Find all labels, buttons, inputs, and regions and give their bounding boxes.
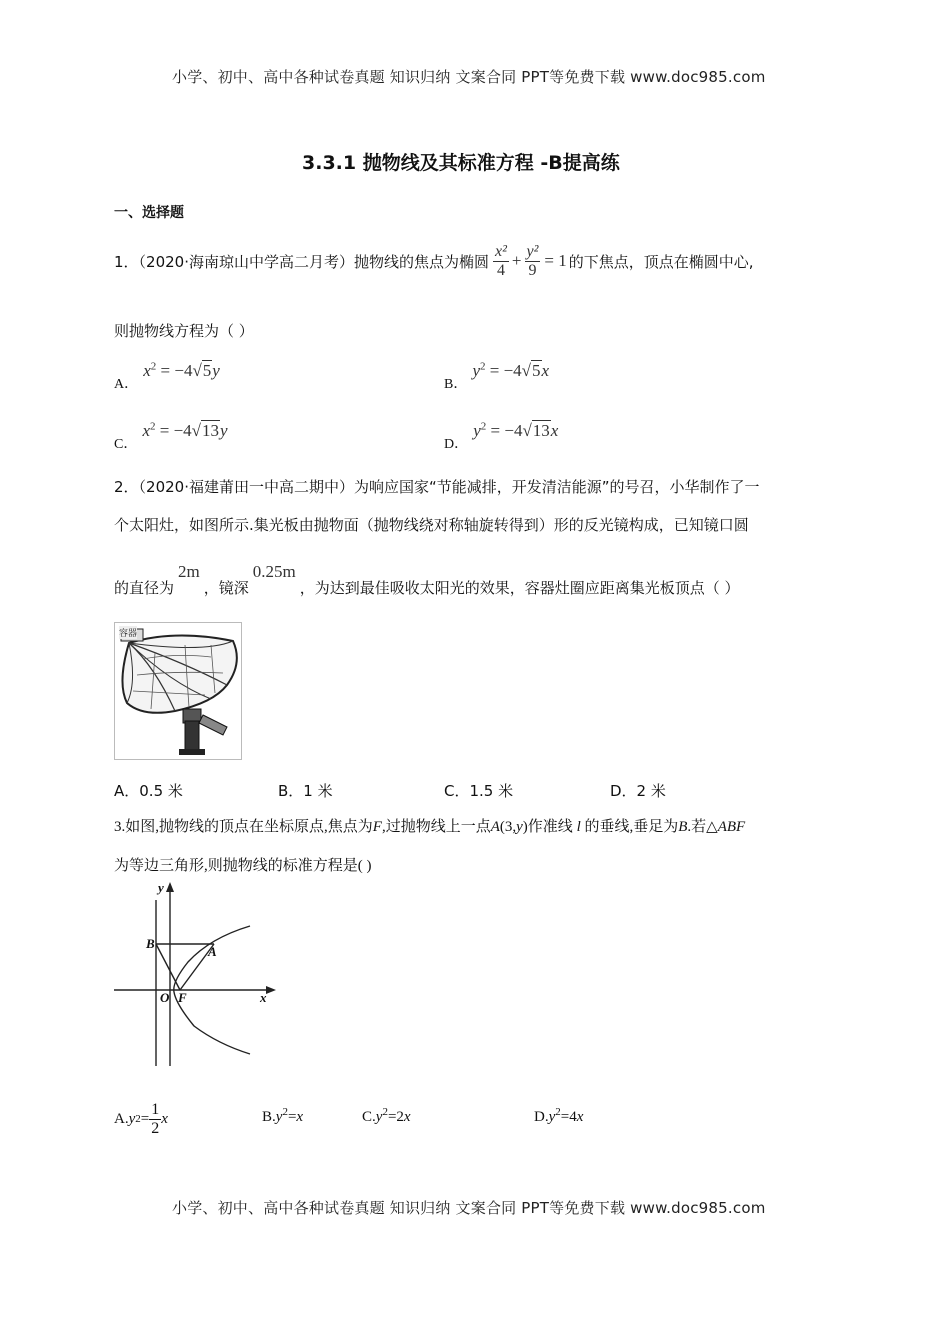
q3-b-label: B. xyxy=(262,1109,276,1125)
q3-d-lhs: y xyxy=(548,1109,556,1125)
parabola-figure xyxy=(110,878,280,1070)
question-1-line-2: 则抛物线方程为（ ） xyxy=(114,322,254,340)
q3-point-B: B xyxy=(678,819,688,835)
q3-a-den: 2 xyxy=(151,1119,160,1137)
q3-a-eq: = xyxy=(140,1110,150,1127)
q1-plus: + xyxy=(511,251,522,270)
q1-c-var: y xyxy=(220,420,228,440)
q3-focus-F: F xyxy=(372,819,382,835)
q3-option-c[interactable] xyxy=(362,1106,411,1126)
q2-diameter-value: 2m xyxy=(178,562,200,581)
q3-c-eq: =2 xyxy=(387,1109,404,1125)
q1-c-lhs: x xyxy=(142,420,150,440)
q1-d-exp: 2 xyxy=(480,420,487,432)
figure-label-F: F xyxy=(178,990,187,1005)
q3-line1-e: .若△ xyxy=(687,819,718,835)
q1-d-var: x xyxy=(550,420,559,440)
q3-d-exp: 2 xyxy=(555,1106,561,1118)
q1-a-eq: = −4 xyxy=(156,360,193,380)
question-3-line-2: 为等边三角形,则抛物线的标准方程是( ) xyxy=(114,858,372,874)
q1-suffix: 的下焦点，顶点在椭圆中心, xyxy=(568,252,754,271)
q1-b-exp: 2 xyxy=(479,360,486,372)
q2-line3-c: ，为达到最佳吸收太阳光的效果，容器灶圈应距离集光板顶点（ ） xyxy=(299,579,740,597)
figure-label-O: O xyxy=(160,990,170,1005)
q1-fraction-y xyxy=(525,243,541,280)
q3-d-var: x xyxy=(576,1109,584,1125)
q3-c-exp: 2 xyxy=(382,1106,388,1118)
q1-b-eq: = −4 xyxy=(485,360,522,380)
q3-point-close: ) xyxy=(522,819,528,835)
q3-c-var: x xyxy=(403,1109,411,1125)
q3-b-eq: = xyxy=(287,1109,297,1125)
q3-point-open: (3, xyxy=(499,819,517,835)
q3-line1-b: ,过抛物线上一点 xyxy=(381,819,491,835)
segment-BF xyxy=(156,944,180,990)
solar-cooker-container-label: 容器 xyxy=(119,626,137,639)
figure-label-y: y xyxy=(158,880,164,895)
q1-fraction-x-num: x² xyxy=(495,242,507,260)
question-3-line-1 xyxy=(114,815,745,836)
q1-fraction-y-num: y² xyxy=(526,242,539,260)
q1-prefix: 1．（2020·海南琼山中学高二月考）抛物线的焦点为椭圆 xyxy=(114,252,489,271)
q3-a-num: 1 xyxy=(151,1100,160,1118)
y-axis-arrow xyxy=(166,882,174,892)
q3-line1-c: 作准线 xyxy=(527,819,573,835)
q3-a-label: A. xyxy=(114,1110,129,1127)
q3-point-y: y xyxy=(516,819,523,835)
q1-option-d[interactable] xyxy=(444,420,559,452)
q3-a-exp: 2 xyxy=(135,1113,141,1125)
x-axis-arrow xyxy=(266,986,276,994)
parabola-diagram xyxy=(110,878,280,1070)
q1-fraction-x xyxy=(493,243,509,280)
q1-b-root: 5 xyxy=(532,360,541,380)
q3-d-label: D. xyxy=(534,1109,549,1125)
q1-option-d-label: D． xyxy=(444,436,469,452)
q1-option-b-eq: $y^2 = -4√5x$ xyxy=(472,360,550,380)
q1-fraction-y-den: 9 xyxy=(528,261,537,279)
q1-a-root: 5 xyxy=(202,360,212,380)
q3-option-d[interactable] xyxy=(534,1106,583,1126)
q1-option-a-eq: $x^2 = -4√5y$ xyxy=(143,360,220,380)
q3-b-exp: 2 xyxy=(282,1106,288,1118)
q1-a-lhs: x xyxy=(143,360,151,380)
q1-c-exp: 2 xyxy=(149,420,156,432)
q2-option-d[interactable]: D．2 米 xyxy=(610,782,666,800)
question-2-line-1: 2．（2020·福建莆田一中高二期中）为响应国家“节能减排，开发清洁能源”的号召，小华制作了一 xyxy=(114,478,760,496)
q1-c-root: 13 xyxy=(202,420,220,440)
q1-rhs: = 1 xyxy=(544,251,567,270)
q3-line1-a: 3.如图,抛物线的顶点在坐标原点,焦点为 xyxy=(114,819,373,835)
question-2-line-2: 个太阳灶，如图所示.集光板由抛物面（抛物线绕对称轴旋转得到）形的反光镜构成，已知镜口圆 xyxy=(114,516,749,534)
q1-option-b-label: B． xyxy=(444,376,468,392)
page-title: 3.3.1 抛物线及其标准方程 -B提高练 xyxy=(302,152,620,174)
q1-d-eq: = −4 xyxy=(486,420,523,440)
q3-c-lhs: y xyxy=(375,1109,383,1125)
q3-option-b[interactable] xyxy=(262,1106,303,1126)
q1-d-lhs: y xyxy=(473,420,481,440)
page-header: 小学、初中、高中各种试卷真题 知识归纳 文案合同 PPT等免费下载 www.doc985.com xyxy=(172,68,766,86)
q1-b-var: x xyxy=(541,360,550,380)
q1-b-lhs: y xyxy=(472,360,480,380)
figure-label-x: x xyxy=(260,990,267,1005)
q2-depth-value: 0.25m xyxy=(252,562,296,581)
q2-option-c[interactable]: C．1.5 米 xyxy=(444,782,514,800)
q2-line3-b: ，镜深 xyxy=(203,579,249,597)
q3-line1-d: 的垂线,垂足为 xyxy=(584,819,679,835)
q1-a-var: y xyxy=(212,360,220,380)
question-2-line-3 xyxy=(114,562,740,598)
q3-option-a[interactable] xyxy=(114,1096,168,1142)
q1-fraction-x-den: 4 xyxy=(496,261,505,279)
q1-option-c-label: C． xyxy=(114,436,138,452)
q3-triangle-ABF: ABF xyxy=(717,819,746,835)
q2-option-b[interactable]: B．1 米 xyxy=(278,782,333,800)
q3-point-A: A xyxy=(490,819,500,835)
q3-b-var: x xyxy=(296,1109,304,1125)
q3-b-lhs: y xyxy=(275,1109,283,1125)
q2-line3-a: 的直径为 xyxy=(114,579,175,597)
solar-cooker-image xyxy=(114,622,242,760)
q3-d-eq: =4 xyxy=(560,1109,577,1125)
q1-option-a[interactable] xyxy=(114,360,220,392)
q1-c-eq: = −4 xyxy=(155,420,192,440)
q3-a-var: x xyxy=(161,1110,168,1127)
q3-c-label: C. xyxy=(362,1109,376,1125)
figure-label-B: B xyxy=(146,936,155,951)
q3-line-l: l xyxy=(576,819,581,835)
q1-option-d-eq: $y^2 = -4√13x$ xyxy=(473,420,559,440)
section-heading: 一、选择题 xyxy=(114,205,184,221)
q1-d-root: 13 xyxy=(532,420,550,440)
figure-label-A: A xyxy=(208,944,217,959)
q3-a-fraction xyxy=(149,1101,161,1138)
q2-option-a[interactable]: A．0.5 米 xyxy=(114,782,183,800)
q1-option-c[interactable] xyxy=(114,420,228,452)
q1-option-b[interactable] xyxy=(444,360,550,392)
solar-cooker-illustration xyxy=(115,623,241,759)
q1-option-a-label: A． xyxy=(114,376,139,392)
q3-a-lhs: y xyxy=(128,1110,136,1127)
question-1-line-1 xyxy=(114,236,754,286)
q1-a-exp: 2 xyxy=(150,360,157,372)
q1-option-c-eq: $x^2 = -4√13y$ xyxy=(142,420,228,440)
page-footer: 小学、初中、高中各种试卷真题 知识归纳 文案合同 PPT等免费下载 www.doc985.com xyxy=(172,1199,766,1217)
